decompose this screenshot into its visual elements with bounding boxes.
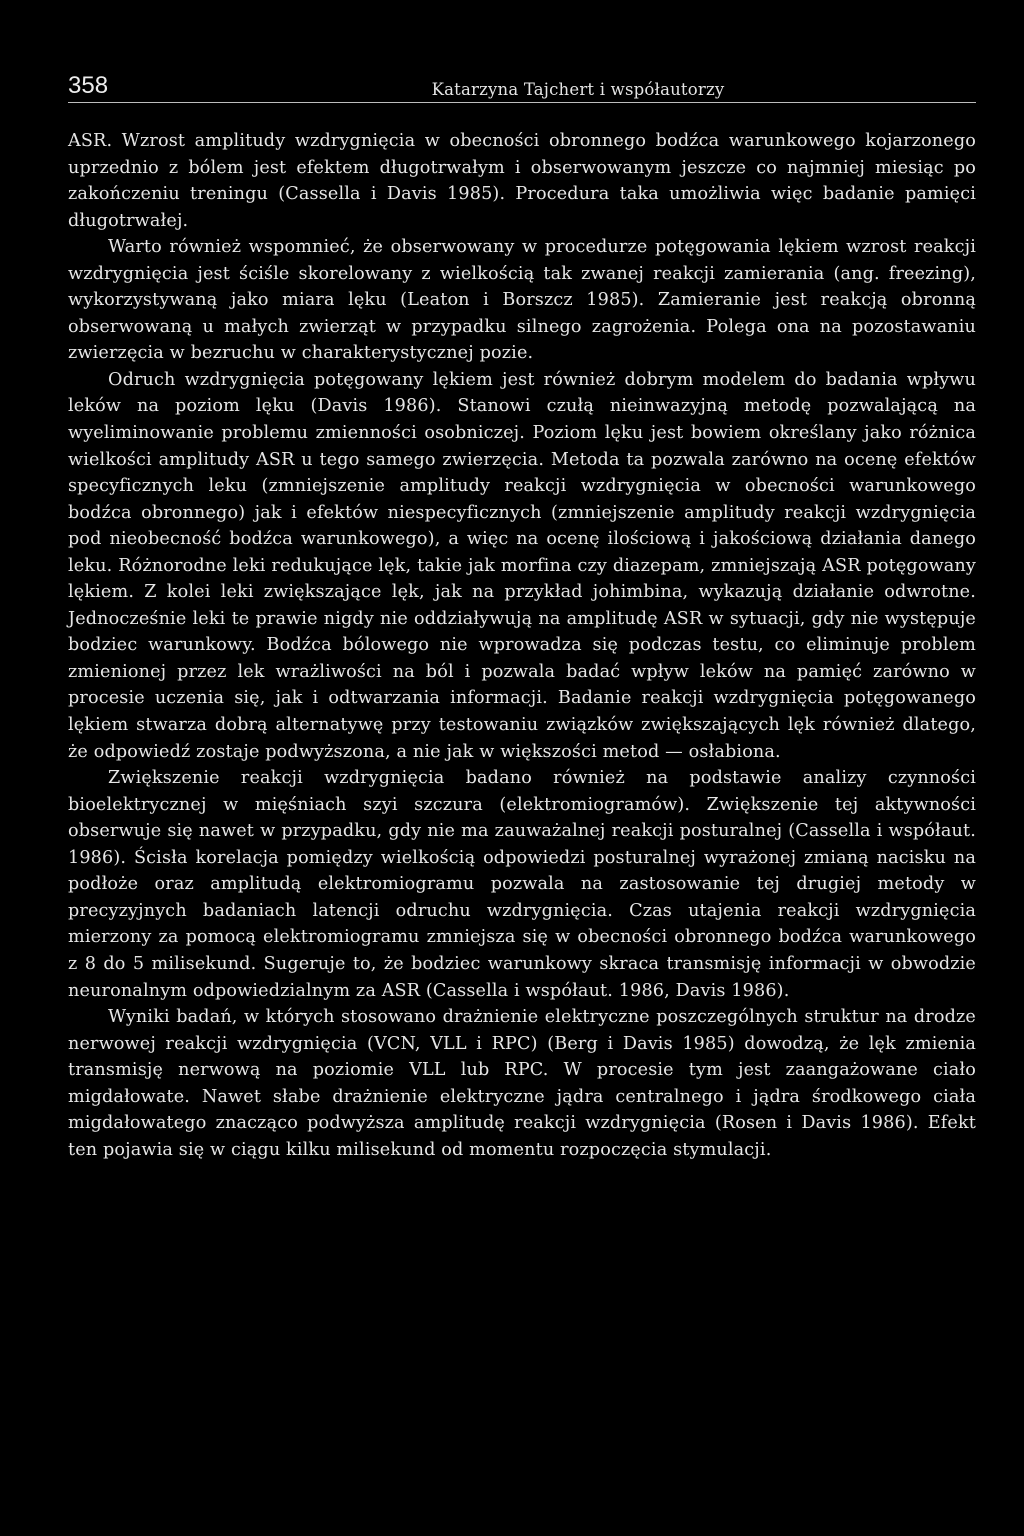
running-head: Katarzyna Tajchert i współautorzy [431,80,725,99]
paragraph: Warto również wspomnieć, że obserwowany w procedurze potęgowania lękiem wzrost reakcji wzdrygnięcia jest ściśle skorelowany z wielkością tak zwanej reakcji zamierania (ang. freezing), wykorzystywaną jako miara lęku (Leaton i Borszcz 1985). Zamieranie jest reakcją obronną obserwowaną u małych zwierząt w przypadku silnego zagrożenia. Polega ona na pozostawaniu zwierzęcia w bezruchu w charakterystycznej pozie. [68,237,976,364]
paragraph: Odruch wzdrygnięcia potęgowany lękiem jest również dobrym modelem do badania wpływu leków na poziom lęku (Davis 1986). Stanowi czułą nieinwazyjną metodę pozwalającą na wyeliminowanie problemu zmienności osobniczej. Poziom lęku jest bowiem określany jako różnica wielkości amplitudy ASR u tego samego zwierzęcia. Metoda ta pozwala zarówno na ocenę efektów specyficznych leku (zmniejszenie amplitudy reakcji wzdrygnięcia w obecności warunkowego bodźca obronnego) jak i efektów niespecyficznych (zmniejszenie amplitudy reakcji wzdrygnięcia pod nieobecność bodźca warunkowego), a więc na ocenę ilościową i jakościową działania danego leku. Różnorodne leki redukujące lęk, takie jak morfina czy diazepam, zmniejszają ASR potęgowany lękiem. Z kolei leki zwiększające lęk, jak na przykład johimbina, wykazują działanie odwrotne. Jednocześnie leki te prawie nigdy nie oddziaływują na amplitudę ASR w sytuacji, gdy nie występuje bodziec warunkowy. Bodźca bólowego nie wprowadza się podczas testu, co eliminuje problem zmienionej przez lek wrażliwości na ból i pozwala badać wpływ leków na pamięć zarówno w procesie uczenia się, jak i odtwarzania informacji. Badanie reakcji wzdrygnięcia potęgowanego lękiem stwarza dobrą alternatywę przy testowaniu związków zwiększających lęk również dlatego, że odpowiedź zostaje podwyższona, a nie jak w większości metod — osłabiona. [68,369,976,762]
page-header [68,66,976,106]
paragraph: Wyniki badań, w których stosowano drażnienie elektryczne poszczególnych struktur na drodze nerwowej reakcji wzdrygnięcia (VCN, VLL i RPC) (Berg i Davis 1985) dowodzą, że lęk zmienia transmisję nerwową na poziomie VLL lub RPC. W procesie tym jest zaangażowane ciało migdałowate. Nawet słabe drażnienie elektryczne jądra centralnego i jądra środkowego ciała migdałowatego znacząco podwyższa amplitudę reakcji wzdrygnięcia (Rosen i Davis 1986). Efekt ten pojawia się w ciągu kilku milisekund od momentu rozpoczęcia stymulacji. [68,1007,976,1160]
page-number: 358 [68,72,109,99]
body-text [68,128,976,1163]
document-page [68,0,976,1536]
paragraph: Zwiększenie reakcji wzdrygnięcia badano również na podstawie analizy czynności bioelektrycznej w mięśniach szyi szczura (elektromiogramów). Zwiększenie tej aktywności obserwuje się nawet w przypadku, gdy nie ma zauważalnej reakcji posturalnej (Cassella i współaut. 1986). Ścisła korelacja pomiędzy wielkością odpowiedzi posturalnej wyrażonej zmianą nacisku na podłoże oraz amplitudą elektromiogramu pozwala na zastosowanie tej drugiej metody w precyzyjnych badaniach latencji odruchu wzdrygnięcia. Czas utajenia reakcji wzdrygnięcia mierzony za pomocą elektromiogramu zmniejsza się w obecności obronnego bodźca warunkowego z 8 do 5 milisekund. Sugeruje to, że bodziec warunkowy skraca transmisję informacji w obwodzie neuronalnym odpowiedzialnym za ASR (Cassella i współaut. 1986, Davis 1986). [68,768,976,1001]
header-rule [68,102,976,103]
paragraph: ASR. Wzrost amplitudy wzdrygnięcia w obecności obronnego bodźca warunkowego kojarzonego uprzednio z bólem jest efektem długotrwałym i obserwowanym jeszcze co najmniej miesiąc po zakończeniu treningu (Cassella i Davis 1985). Procedura taka umożliwia więc badanie pamięci długotrwałej. [68,131,976,231]
